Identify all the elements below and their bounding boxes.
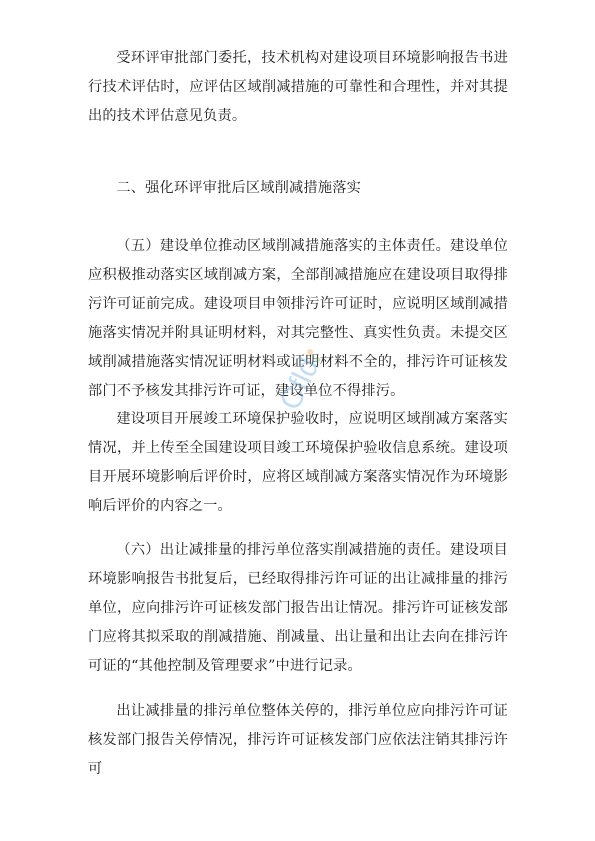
paragraph-text: 建设项目开展竣工环境保护验收时，应说明区域削减方案落实情况，并上传至全国建设项目竣工环境保护验收信息系统。建设项目开展环境影响后评价时，应将区域削减方案落实情况作为环境影响后评价的内容之一。	[88, 411, 508, 514]
paragraph-closure	[88, 697, 508, 784]
paragraph-text: （六）出让减排量的排污单位落实削减措施的责任。建设项目环境影响报告书批复后，已经取得排污许可证的出让减排量的排污单位，应向排污许可证核发部门报告出让情况。排污许可证核发部门应将其拟采取的削减措施、削减量、出让量和出让去向在排污许可证的“其他控制及管理要求”中进行记录。	[88, 542, 508, 674]
paragraph-text: （五）建设单位推动区域削减措施落实的主体责任。建设单位应积极推动落实区域削减方案，全部削减措施应在建设项目取得排污许可证前完成。建设项目申领排污许可证时，应说明区域削减措施落实情况并附具证明材料，对其完整性、真实性负责。未提交区域削减措施落实情况证明材料或证明材料不全的，排污许可证核发部门不予核发其排污许可证，建设单位不得排污。	[88, 238, 508, 399]
paragraph-item-five	[88, 232, 508, 406]
paragraph-item-six	[88, 536, 508, 681]
paragraph-text: 受环评审批部门委托，技术机构对建设项目环境影响报告书进行技术评估时，应评估区域削减措施的可靠性和合理性，并对其提出的技术评估意见负责。	[88, 50, 508, 124]
paragraph-text: 出让减排量的排污单位整体关停的，排污单位应向排污许可证核发部门报告关停情况，排污许可证核发部门应依法注销其排污许可	[88, 703, 508, 777]
watermark-text: Cfld	[273, 352, 326, 416]
section-heading-text: 二、强化环评审批后区域削减措施落实	[116, 180, 361, 196]
paragraph-technical-evaluation	[88, 44, 508, 131]
paragraph-acceptance	[88, 405, 508, 521]
section-heading	[88, 174, 508, 203]
